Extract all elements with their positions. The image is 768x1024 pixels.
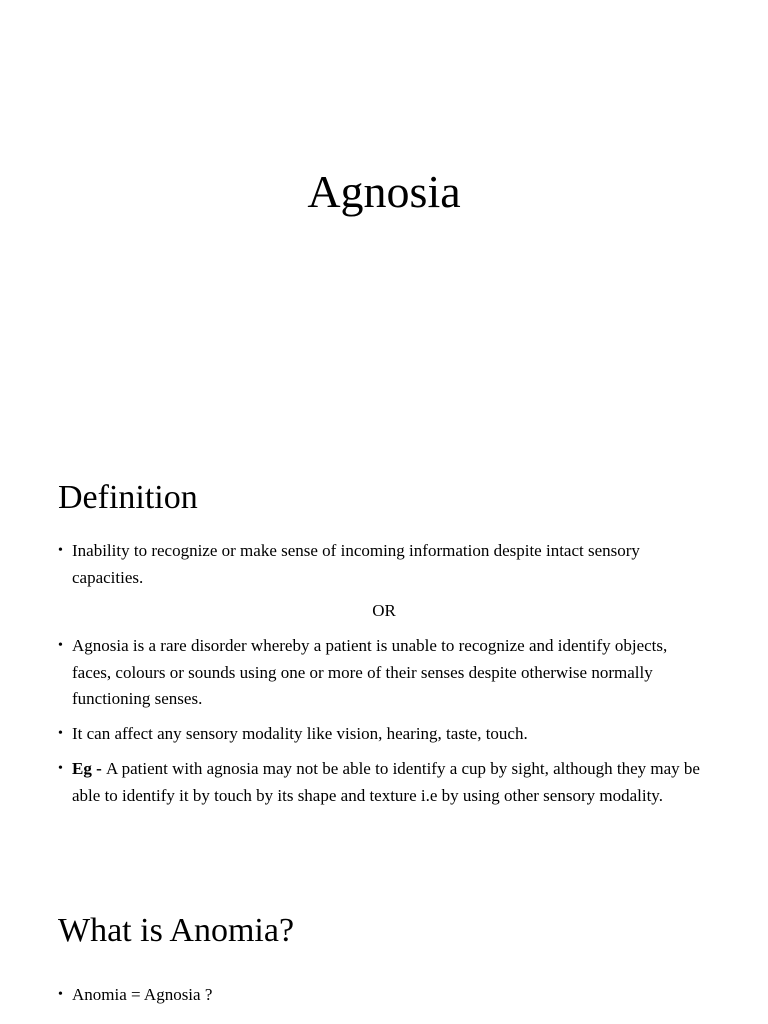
bullet-dot-icon: • — [58, 638, 63, 653]
definition-bullet-3 — [58, 721, 708, 748]
definition-bullet-1-text: Inability to recognize or make sense of incoming information despite intact sensory capacities. — [72, 541, 640, 587]
definition-bullet-1 — [58, 538, 708, 591]
bullet-dot-icon: • — [58, 543, 63, 558]
definition-bullet-2-text: Agnosia is a rare disorder whereby a patient is unable to recognize and identify objects, faces, colours or sounds using one or more of their senses despite otherwise normally functioning senses. — [72, 636, 668, 708]
definition-bullet-4 — [58, 756, 708, 809]
example-body: A patient with agnosia may not be able to identify a cup by sight, although they may be able to identify it by touch by its shape and texture i.e by using other sensory modality. — [72, 759, 700, 805]
anomia-bullet-1-text: Anomia = Agnosia ? — [72, 985, 213, 1004]
or-separator: OR — [372, 601, 396, 620]
definition-bullet-3-text: It can affect any sensory modality like vision, hearing, taste, touch. — [72, 724, 528, 743]
anomia-bullet-1 — [58, 982, 708, 1009]
definition-bullet-4-text — [72, 759, 700, 805]
example-prefix: Eg - — [72, 759, 106, 778]
definition-bullet-2 — [58, 633, 708, 713]
anomia-heading: What is Anomia? — [58, 912, 295, 949]
bullet-dot-icon: • — [58, 761, 63, 776]
bullet-dot-icon: • — [58, 726, 63, 741]
definition-heading: Definition — [58, 479, 198, 516]
slide-title: Agnosia — [307, 166, 461, 217]
bullet-dot-icon: • — [58, 987, 63, 1002]
